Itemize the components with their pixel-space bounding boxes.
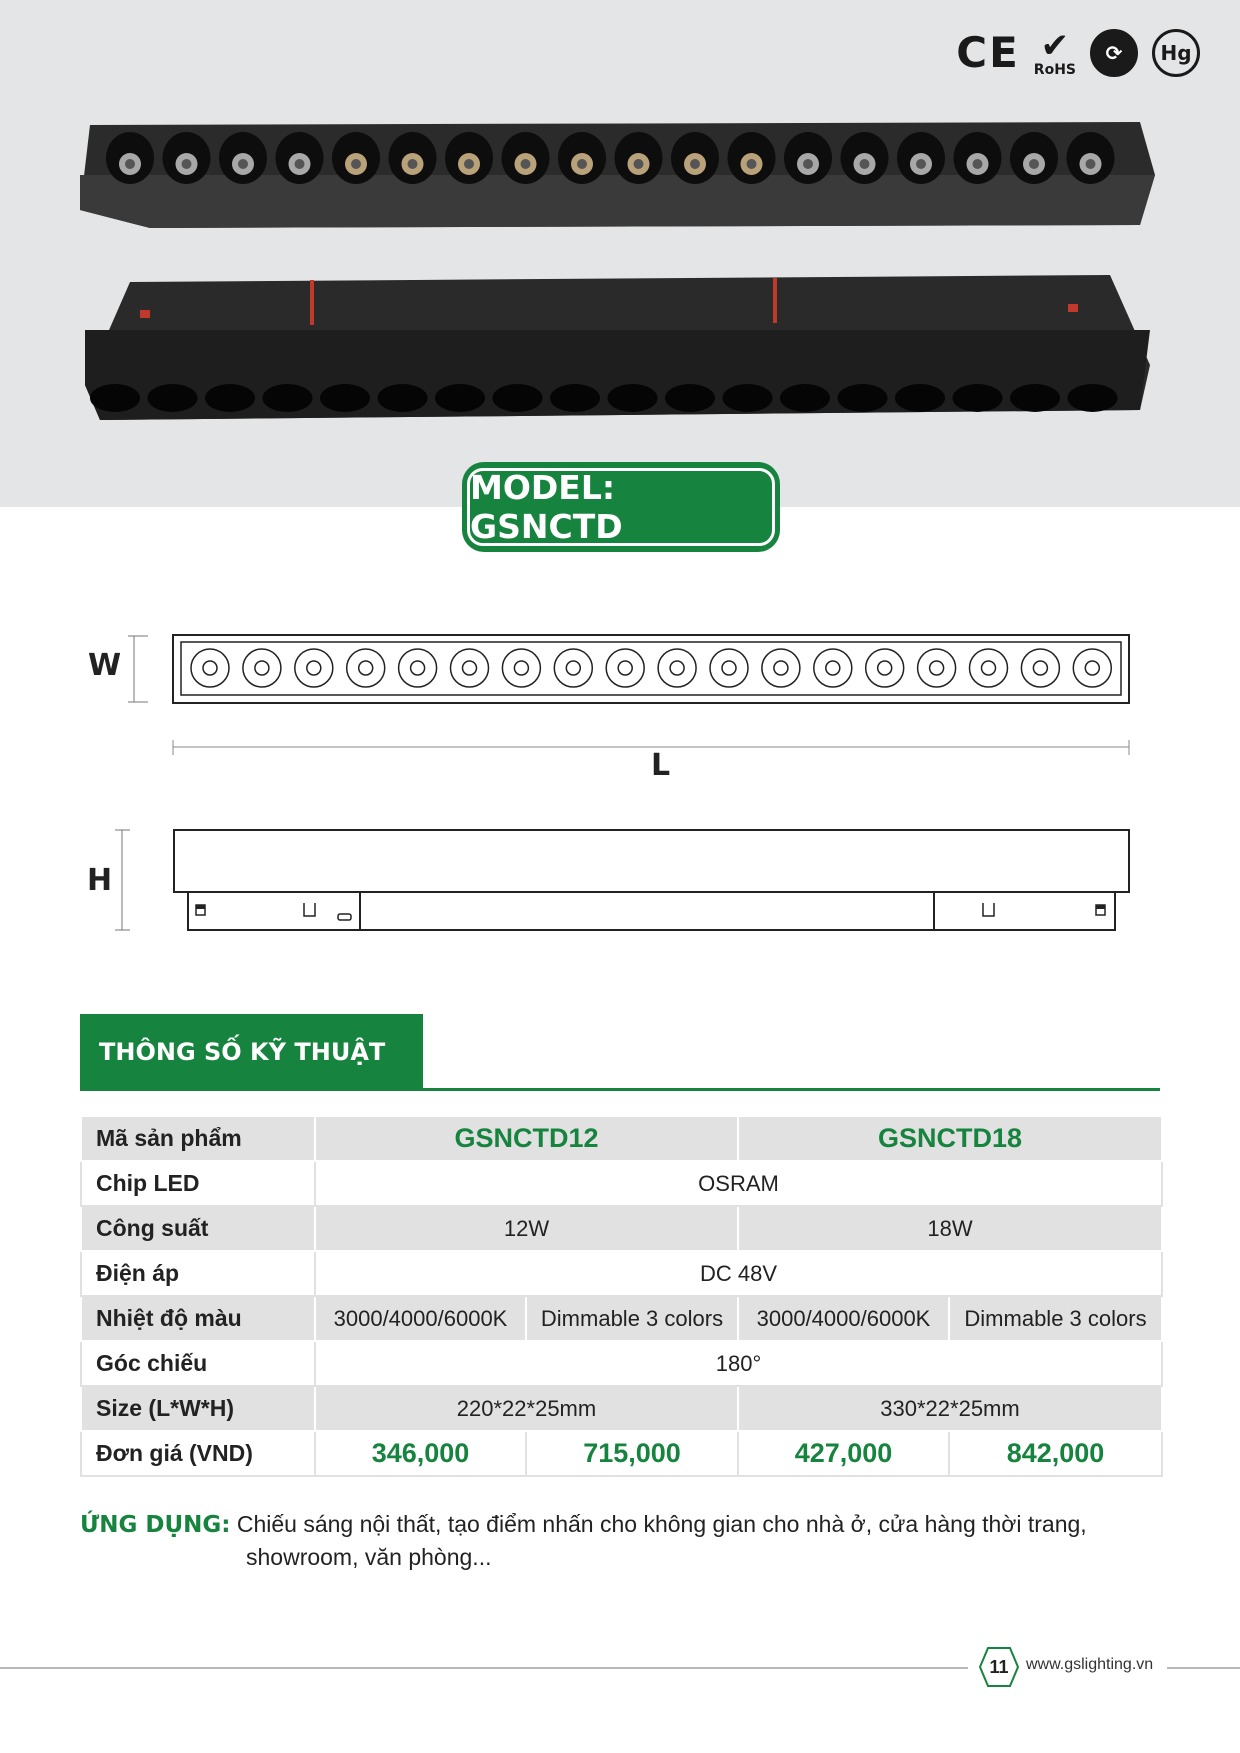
lens-hole <box>550 384 600 412</box>
row-label: Công suất <box>81 1206 315 1251</box>
lens-center <box>238 159 248 169</box>
table-row <box>81 1206 1162 1251</box>
table-row <box>81 1251 1162 1296</box>
product-back-image <box>0 270 1240 430</box>
table-row <box>81 1341 1162 1386</box>
row-label: Điện áp <box>81 1251 315 1296</box>
certification-icons <box>956 25 1200 78</box>
lens-hole <box>895 384 945 412</box>
table-row <box>81 1116 1162 1161</box>
lens-hole <box>780 384 830 412</box>
lens-center <box>408 159 418 169</box>
lens-center <box>973 159 983 169</box>
lens-center <box>916 159 926 169</box>
lens-hole <box>723 384 773 412</box>
model-cell: GSNCTD18 <box>738 1116 1162 1161</box>
no-mercury-icon: Hg <box>1152 29 1200 77</box>
top-view-drawing <box>0 620 1240 790</box>
row-label: Góc chiếu <box>81 1341 315 1386</box>
website-link[interactable]: www.gslighting.vn <box>1026 1656 1154 1673</box>
lens-hole <box>205 384 255 412</box>
recycle-icon: ⟳ <box>1090 29 1138 77</box>
row-label: Size (L*W*H) <box>81 1386 315 1431</box>
model-badge <box>462 462 780 552</box>
application-text <box>80 1508 1160 1573</box>
lens-hole <box>263 384 313 412</box>
lens-hole <box>90 384 140 412</box>
lens-hole <box>493 384 543 412</box>
row-label: Đơn giá (VND) <box>81 1431 315 1476</box>
lens-center <box>182 159 192 169</box>
spec-table <box>80 1115 1163 1477</box>
model-label: MODEL: GSNCTD <box>467 468 775 546</box>
lens-center <box>577 159 587 169</box>
lens-center <box>295 159 305 169</box>
lens-center <box>351 159 361 169</box>
application-line-1: Chiếu sáng nội thất, tạo điểm nhấn cho không gian cho nhà ở, cửa hàng thời trang, <box>236 1511 1087 1537</box>
lens-hole <box>953 384 1003 412</box>
lens-hole <box>838 384 888 412</box>
length-label: L <box>651 748 671 783</box>
table-cell: OSRAM <box>315 1161 1162 1206</box>
width-label: W <box>88 648 122 683</box>
lens-hole <box>320 384 370 412</box>
table-cell: Dimmable 3 colors <box>949 1296 1162 1341</box>
price-cell: 427,000 <box>738 1431 949 1476</box>
lens-hole <box>608 384 658 412</box>
lens-center <box>464 159 474 169</box>
lens-center <box>747 159 757 169</box>
ce-mark-icon: CE <box>956 28 1020 77</box>
product-front-image <box>0 110 1240 235</box>
lens-center <box>634 159 644 169</box>
lens-center <box>1029 159 1039 169</box>
table-row <box>81 1386 1162 1431</box>
rohs-icon: ✔ RoHS <box>1033 25 1076 78</box>
table-row <box>81 1431 1162 1476</box>
side-view-drawing <box>0 820 1240 940</box>
lens-hole <box>435 384 485 412</box>
footer-divider-left <box>0 1667 968 1669</box>
model-cell: GSNCTD12 <box>315 1116 738 1161</box>
table-cell: 12W <box>315 1206 738 1251</box>
lens-center <box>125 159 135 169</box>
table-cell: DC 48V <box>315 1251 1162 1296</box>
row-label: Chip LED <box>81 1161 315 1206</box>
lens-hole <box>148 384 198 412</box>
table-cell: 18W <box>738 1206 1162 1251</box>
table-cell: 330*22*25mm <box>738 1386 1162 1431</box>
row-label: Nhiệt độ màu <box>81 1296 315 1341</box>
lens-hole <box>378 384 428 412</box>
lens-center <box>860 159 870 169</box>
application-label: ỨNG DỤNG: <box>80 1512 231 1538</box>
table-row <box>81 1161 1162 1206</box>
table-cell: 180° <box>315 1341 1162 1386</box>
page-number: 11 <box>989 1656 1009 1677</box>
price-cell: 346,000 <box>315 1431 526 1476</box>
lens-hole <box>665 384 715 412</box>
price-cell: 842,000 <box>949 1431 1162 1476</box>
price-cell: 715,000 <box>526 1431 738 1476</box>
spec-section-title: THÔNG SỐ KỸ THUẬT <box>80 1014 423 1090</box>
lens-center <box>521 159 531 169</box>
lens-center <box>690 159 700 169</box>
lens-center <box>1086 159 1096 169</box>
table-cell: 3000/4000/6000K <box>738 1296 949 1341</box>
table-row <box>81 1296 1162 1341</box>
spec-divider <box>80 1088 1160 1091</box>
row-label: Mã sản phẩm <box>81 1116 315 1161</box>
lens-hole <box>1010 384 1060 412</box>
application-line-2: showroom, văn phòng... <box>246 1544 492 1570</box>
height-label: H <box>87 863 113 898</box>
table-cell: 220*22*25mm <box>315 1386 738 1431</box>
table-cell: Dimmable 3 colors <box>526 1296 738 1341</box>
footer-divider-right <box>1167 1667 1240 1669</box>
lens-hole <box>1068 384 1118 412</box>
table-cell: 3000/4000/6000K <box>315 1296 526 1341</box>
lens-center <box>803 159 813 169</box>
